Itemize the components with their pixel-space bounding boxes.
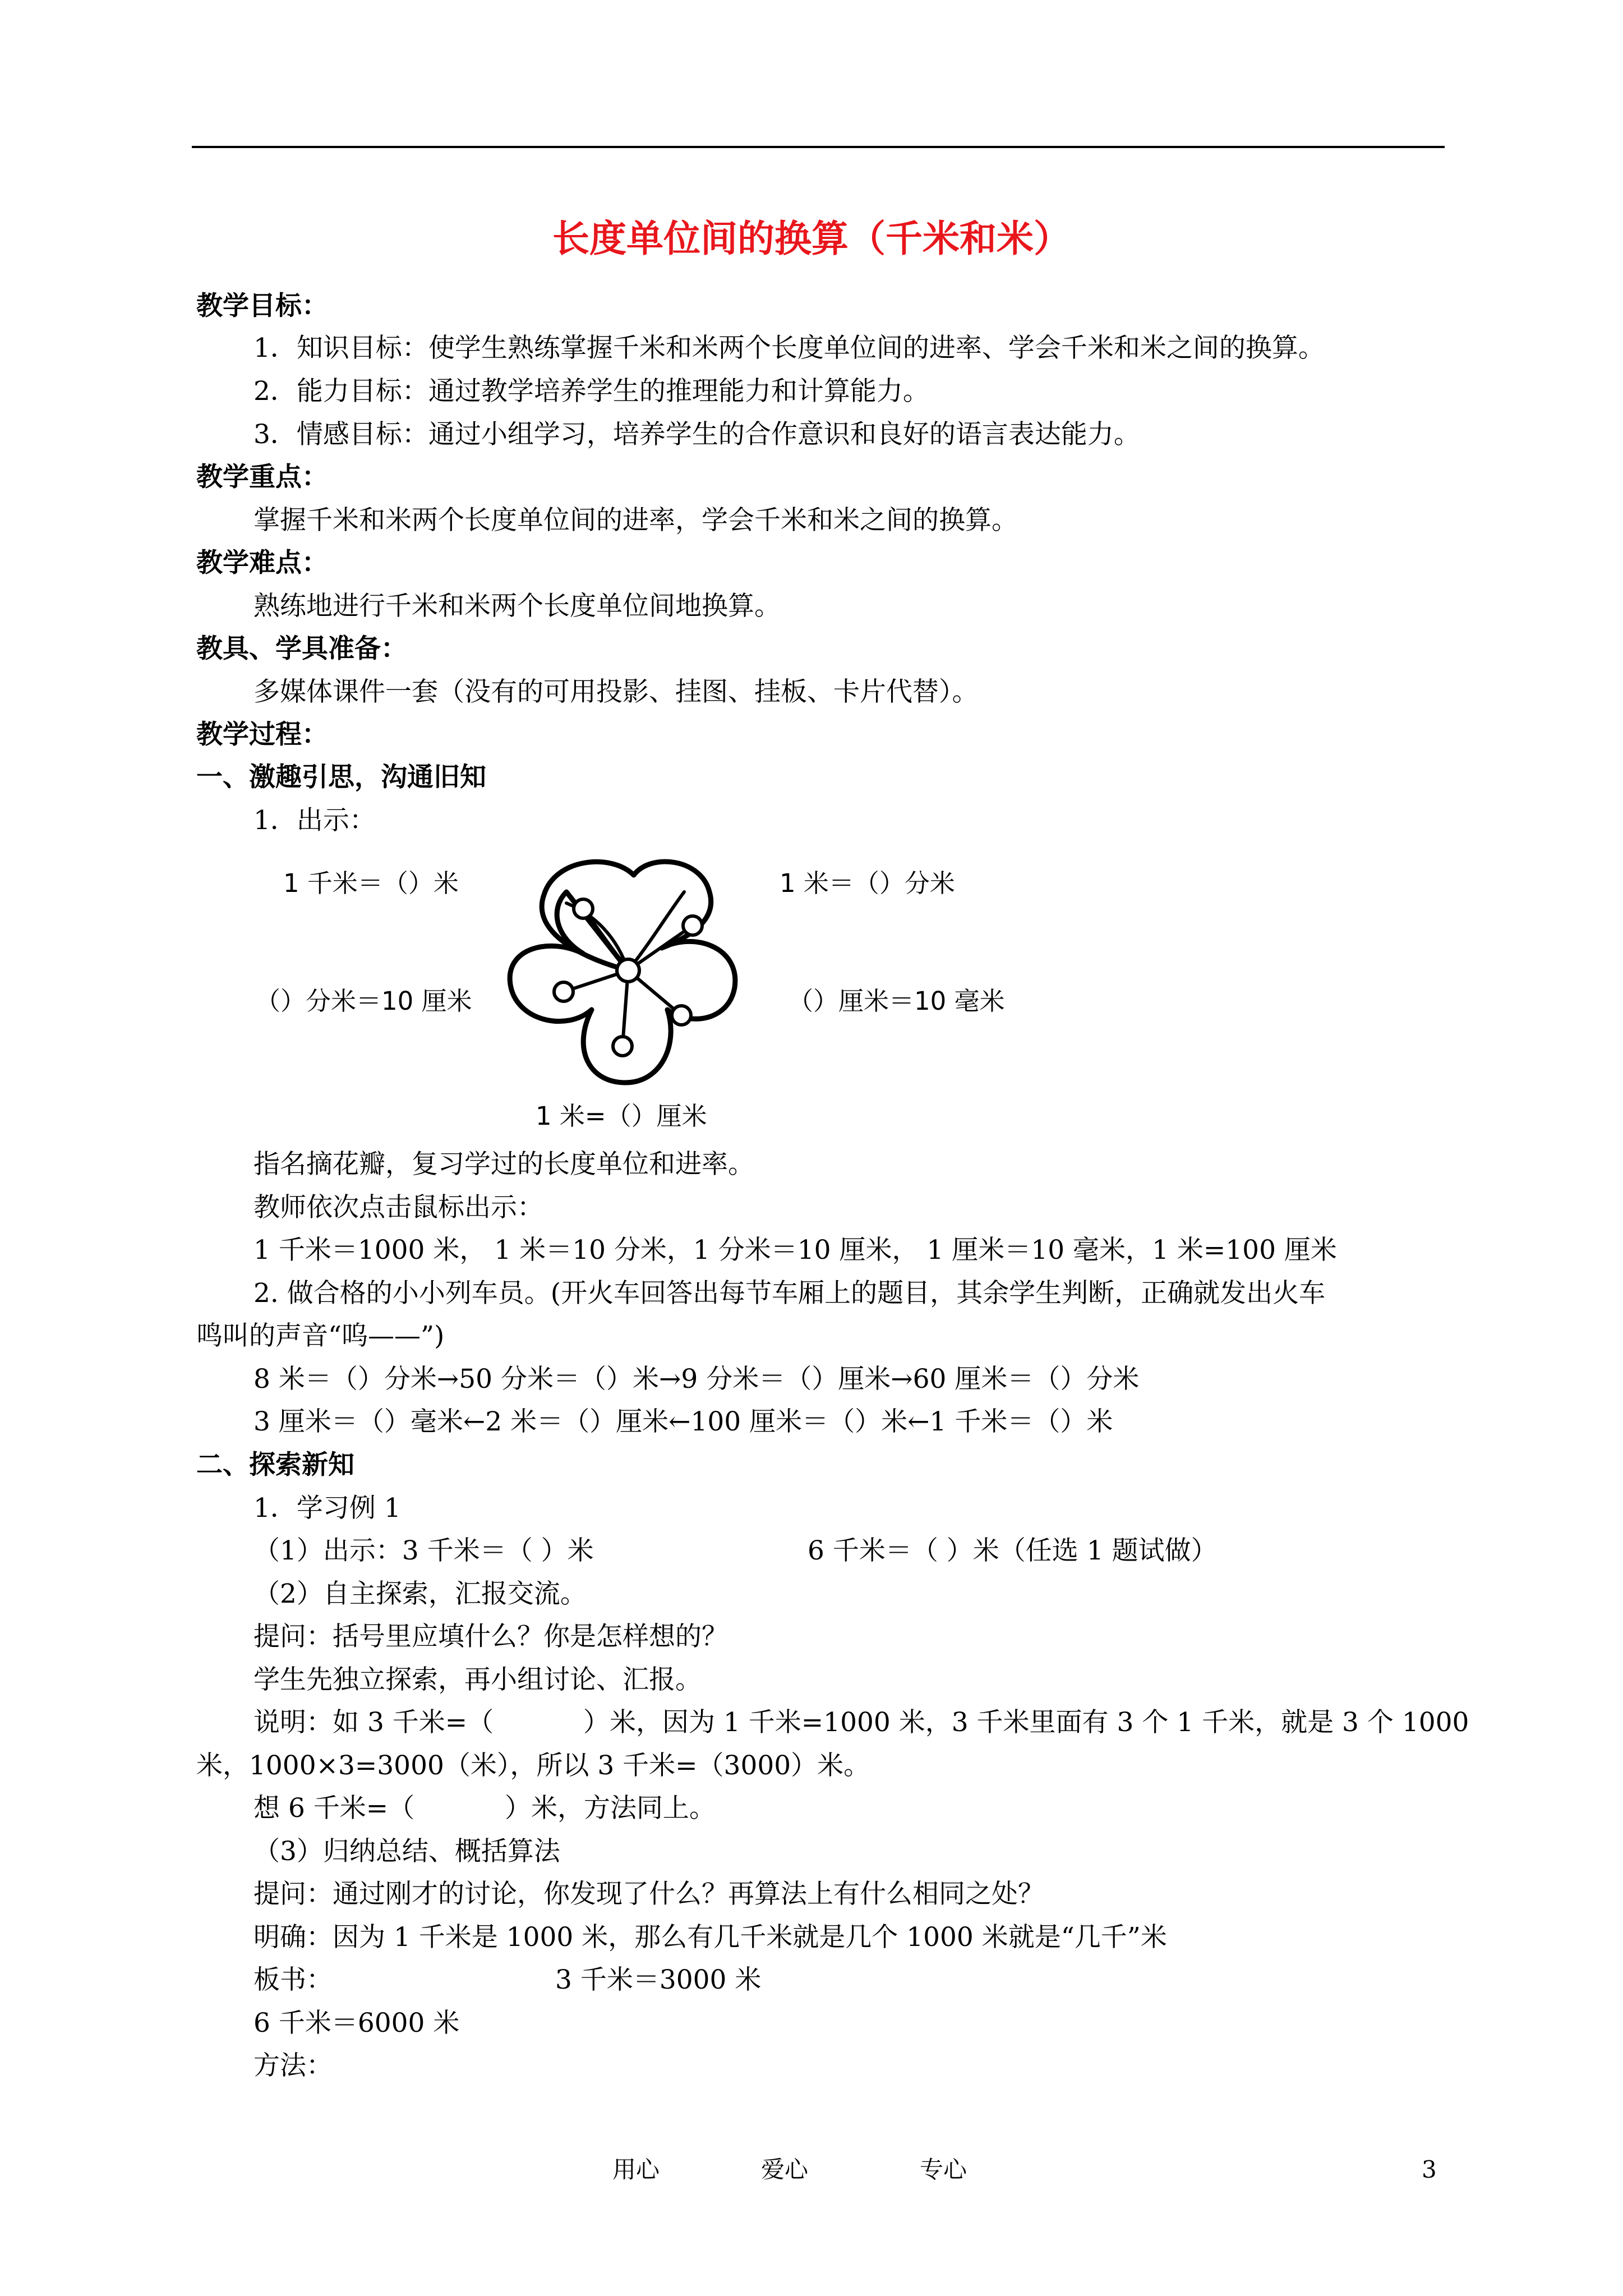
footer-word-2: 爱心 [761, 2156, 809, 2183]
flower-label-top-right: 1 米＝（）分米 [780, 868, 955, 898]
part2-line-11: 明确：因为 1 千米是 1000 米，那么有几千米就是几个 1000 米就是“几千”米 [253, 1922, 1167, 1953]
part2-line-8a: 想 6 千米=（ [253, 1793, 415, 1824]
flower-label-mid-left: （）分米＝10 厘米 [255, 986, 472, 1016]
part2-line-7: 米，1000×3=3000（米），所以 3 千米=（3000）米。 [196, 1750, 870, 1781]
part2-line-6a: 说明：如 3 千米=（ [253, 1707, 494, 1738]
part1-line-7: 3 厘米＝（）毫米←2 米＝（）厘米←100 厘米＝（）米←1 千米＝（）米 [253, 1406, 1113, 1437]
part2-line-8b: ）米，方法同上。 [505, 1793, 716, 1824]
flower-label-bottom: 1 米=（）厘米 [536, 1101, 707, 1131]
part2-line-14: 方法： [253, 2050, 333, 2081]
document-title: 长度单位间的换算（千米和米） [552, 217, 1071, 260]
objectives-heading: 教学目标： [196, 291, 328, 321]
tools-heading: 教具、学具准备： [196, 633, 407, 664]
footer-word-3: 专心 [920, 2156, 967, 2183]
part1-line-6: 8 米＝（）分米→50 分米＝（）米→9 分米＝（）厘米→60 厘米＝（）分米 [253, 1364, 1140, 1395]
difficulty-text: 熟练地进行千米和米两个长度单位间地换算。 [253, 591, 781, 622]
flower-label-mid-right: （）厘米＝10 毫米 [788, 986, 1005, 1016]
part1-line-4: 2. 做合格的小小列车员。(开火车回答出每节车厢上的题目，其余学生判断，正确就发出火车 [253, 1278, 1326, 1309]
objective-3: 3．情感目标：通过小组学习，培养学生的合作意识和良好的语言表达能力。 [253, 419, 1140, 450]
part2-line-2a: （1）出示：3 千米＝（ ）米 [253, 1535, 594, 1566]
part2-line-5: 学生先独立探索，再小组讨论、汇报。 [253, 1664, 702, 1695]
part2-line-6b: ）米，因为 1 千米=1000 米，3 千米里面有 3 个 1 千米，就是 3 个 1000 [583, 1707, 1469, 1738]
part2-line-4: 提问：括号里应填什么？你是怎样想的？ [253, 1621, 728, 1652]
part1-line-1: 指名摘花瓣，复习学过的长度单位和进率。 [253, 1149, 754, 1180]
flower-center [617, 959, 639, 982]
tools-text: 多媒体课件一套（没有的可用投影、挂图、挂板、卡片代替）。 [253, 677, 979, 707]
part2-line-12a: 板书： [253, 1964, 333, 1995]
part1-step1: 1．出示： [253, 805, 376, 836]
part2-line-9: （3）归纳总结、概括算法 [253, 1836, 560, 1867]
part2-heading: 二、探索新知 [196, 1450, 354, 1480]
page-number: 3 [1422, 2156, 1437, 2183]
part2-line-2b: 6 千米＝（ ）米（任选 1 题试做） [808, 1535, 1218, 1566]
objective-1: 1．知识目标：使学生熟练掌握千米和米两个长度单位间的进率、学会千米和米之间的换算。 [253, 333, 1325, 364]
part1-line-2: 教师依次点击鼠标出示： [253, 1192, 543, 1223]
part2-line-13: 6 千米＝6000 米 [253, 2008, 460, 2039]
process-heading: 教学过程： [196, 719, 328, 750]
part1-line-3: 1 千米＝1000 米， 1 米＝10 分米，1 分米＝10 厘米， 1 厘米＝10 毫米，1 米=100 厘米 [253, 1235, 1337, 1266]
part1-line-5: 鸣叫的声音“呜——”) [196, 1320, 445, 1351]
key-heading: 教学重点： [196, 462, 328, 493]
key-text: 掌握千米和米两个长度单位间的进率，学会千米和米之间的换算。 [253, 505, 1018, 536]
flower-label-top-left: 1 千米＝（）米 [283, 868, 459, 898]
footer-word-1: 用心 [612, 2156, 660, 2183]
part2-line-3: （2）自主探索，汇报交流。 [253, 1579, 587, 1609]
part2-line-10: 提问：通过刚才的讨论，你发现了什么？再算法上有什么相同之处？ [253, 1879, 1044, 1910]
part2-line-12b: 3 千米＝3000 米 [555, 1964, 762, 1995]
difficulty-heading: 教学难点： [196, 547, 328, 578]
objective-2: 2．能力目标：通过教学培养学生的推理能力和计算能力。 [253, 376, 929, 407]
part1-heading: 一、激趣引思，沟通旧知 [196, 762, 486, 793]
header-rule [192, 146, 1445, 148]
part2-line-1: 1．学习例 1 [253, 1493, 401, 1524]
flower-diagram [482, 841, 774, 1122]
